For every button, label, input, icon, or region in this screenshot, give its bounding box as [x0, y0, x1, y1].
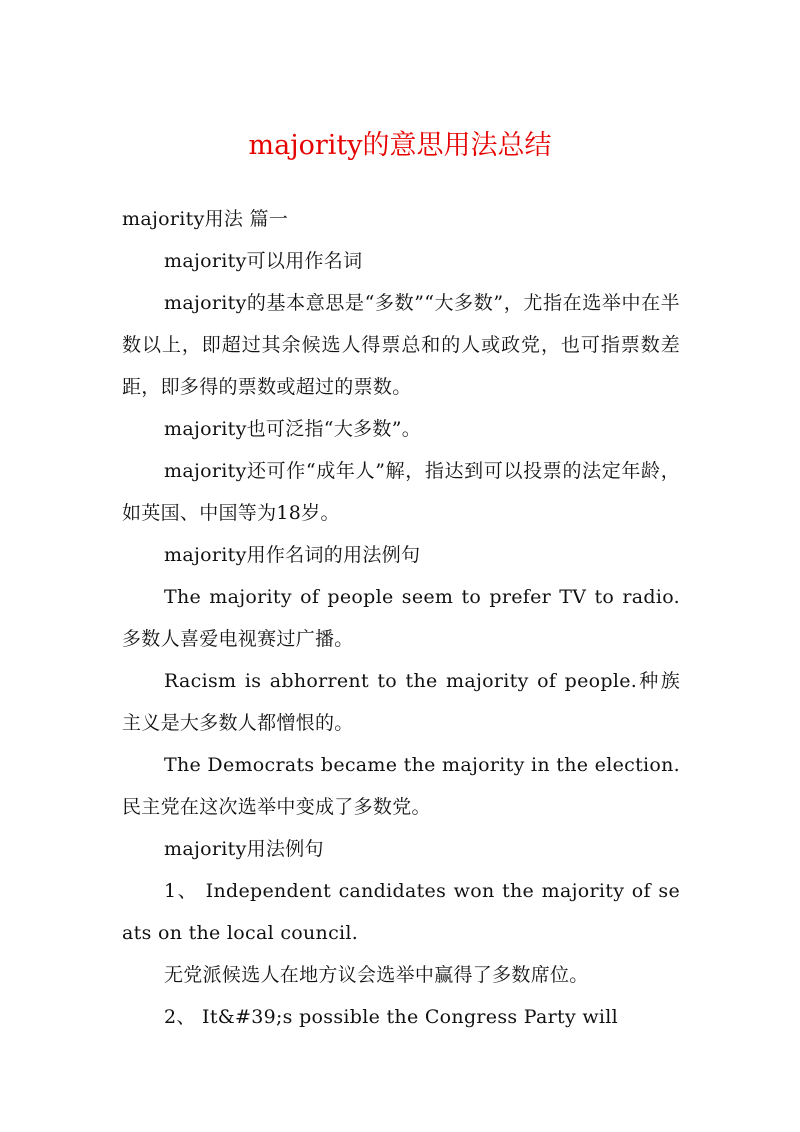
- example-sentence: 1、 Independent candidates won the majority of seats on the local council.: [122, 880, 680, 944]
- paragraph: majority还可作“成年人”解，指达到可以投票的法定年龄，如英国、中国等为18岁。: [122, 460, 680, 524]
- section-heading: majority用法 篇一: [122, 208, 289, 230]
- example-sentence: Racism is abhorrent to the majority of people.种族主义是大多数人都憎恨的。: [122, 670, 680, 734]
- example-sentence: 2、 It&#39;s possible the Congress Party will: [164, 1006, 619, 1028]
- paragraph: majority可以用作名词: [164, 250, 363, 272]
- example-sentence: The majority of people seem to prefer TV to radio.多数人喜爱电视赛过广播。: [122, 586, 680, 650]
- page-title: majority的意思用法总结: [248, 130, 552, 161]
- paragraph: majority也可泛指“大多数”。: [164, 418, 422, 440]
- example-sentence: The Democrats became the majority in the election.民主党在这次选举中变成了多数党。: [122, 754, 680, 818]
- paragraph: majority用法例句: [164, 838, 324, 860]
- paragraph: majority的基本意思是“多数”“大多数”，尤指在选举中在半数以上，即超过其余候选人得票总和的人或政党，也可指票数差距，即多得的票数或超过的票数。: [122, 292, 680, 398]
- paragraph: majority用作名词的用法例句: [164, 544, 421, 566]
- translation: 无党派候选人在地方议会选举中赢得了多数席位。: [164, 964, 589, 986]
